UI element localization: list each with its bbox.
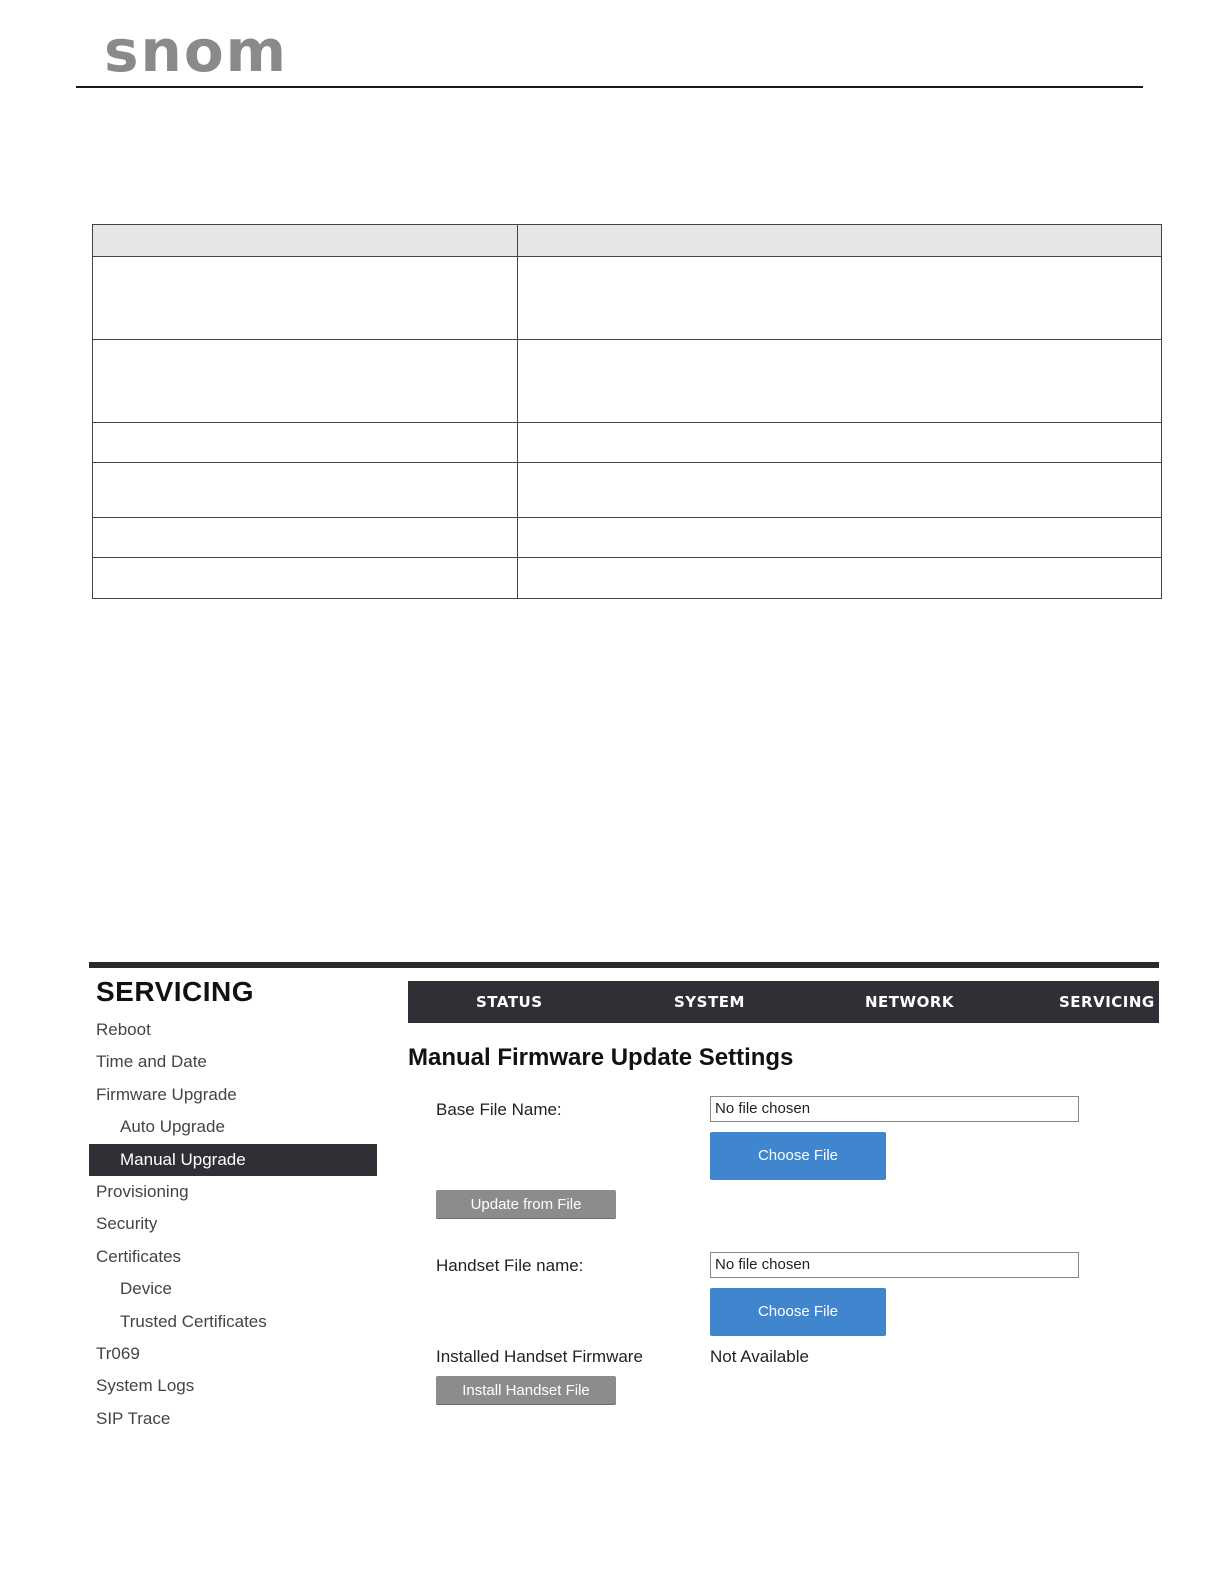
choose-handset-file-button[interactable]: Choose File: [710, 1288, 886, 1336]
sidebar-item-security[interactable]: Security: [96, 1214, 158, 1234]
table-cell: [518, 423, 1162, 463]
table-header-cell: [93, 225, 518, 257]
table-cell: [93, 257, 518, 340]
tab-servicing[interactable]: SERVICING: [1059, 993, 1155, 1011]
table-row: [93, 340, 1162, 423]
sidebar-item-system-logs[interactable]: System Logs: [96, 1376, 195, 1396]
sidebar-item-trusted-certificates[interactable]: Trusted Certificates: [120, 1311, 267, 1331]
table-cell: [518, 340, 1162, 423]
sidebar-item-manual-upgrade[interactable]: Manual Upgrade: [89, 1144, 377, 1176]
sidebar-item-certificates[interactable]: Certificates: [96, 1246, 182, 1266]
snom-logo: snom: [104, 17, 289, 85]
sidebar-item-device[interactable]: Device: [120, 1279, 172, 1299]
table-cell: [93, 518, 518, 558]
table-row: [93, 423, 1162, 463]
parameter-table: [92, 224, 1162, 599]
handset-file-label: Handset File name:: [436, 1256, 584, 1275]
sidebar-item-provisioning[interactable]: Provisioning: [96, 1181, 189, 1201]
sidebar-item-reboot[interactable]: Reboot: [96, 1020, 151, 1039]
table-cell: [518, 257, 1162, 340]
installed-firmware-label: Installed Handset Firmware: [436, 1347, 643, 1366]
sidebar: [89, 1014, 377, 1435]
table-cell: [93, 340, 518, 423]
install-handset-file-button[interactable]: Install Handset File: [436, 1376, 616, 1405]
base-file-field[interactable]: No file chosen: [710, 1096, 1079, 1122]
sidebar-item-tr069[interactable]: Tr069: [96, 1343, 140, 1363]
table-row: [93, 257, 1162, 340]
handset-file-field[interactable]: No file chosen: [710, 1252, 1079, 1278]
sidebar-item-sip-trace[interactable]: SIP Trace: [96, 1408, 171, 1428]
table-row: [93, 558, 1162, 599]
header-divider: [76, 86, 1143, 88]
table-row: [93, 518, 1162, 558]
table-header-cell: [518, 225, 1162, 257]
page-title: Manual Firmware Update Settings: [408, 1044, 794, 1071]
choose-base-file-button[interactable]: Choose File: [710, 1132, 886, 1180]
table-cell: [518, 518, 1162, 558]
update-from-file-button[interactable]: Update from File: [436, 1190, 616, 1219]
top-nav: [408, 981, 1159, 1023]
installed-firmware-value: Not Available: [710, 1347, 809, 1366]
table-row: [93, 463, 1162, 518]
section-title: SERVICING: [96, 976, 255, 1007]
table-header-row: [93, 225, 1162, 257]
table-cell: [518, 463, 1162, 518]
servicing-screenshot: [89, 962, 1159, 1432]
top-border: [89, 962, 1159, 968]
base-file-label: Base File Name:: [436, 1100, 562, 1119]
sidebar-item-firmware-upgrade[interactable]: Firmware Upgrade: [96, 1084, 237, 1104]
table-cell: [518, 558, 1162, 599]
table-cell: [93, 423, 518, 463]
sidebar-item-time-and-date[interactable]: Time and Date: [96, 1052, 207, 1072]
table-cell: [93, 558, 518, 599]
sidebar-item-auto-upgrade[interactable]: Auto Upgrade: [120, 1117, 225, 1137]
tab-network[interactable]: NETWORK: [865, 993, 955, 1011]
tab-system[interactable]: SYSTEM: [674, 993, 745, 1011]
tab-status[interactable]: STATUS: [476, 993, 543, 1011]
table-cell: [93, 463, 518, 518]
